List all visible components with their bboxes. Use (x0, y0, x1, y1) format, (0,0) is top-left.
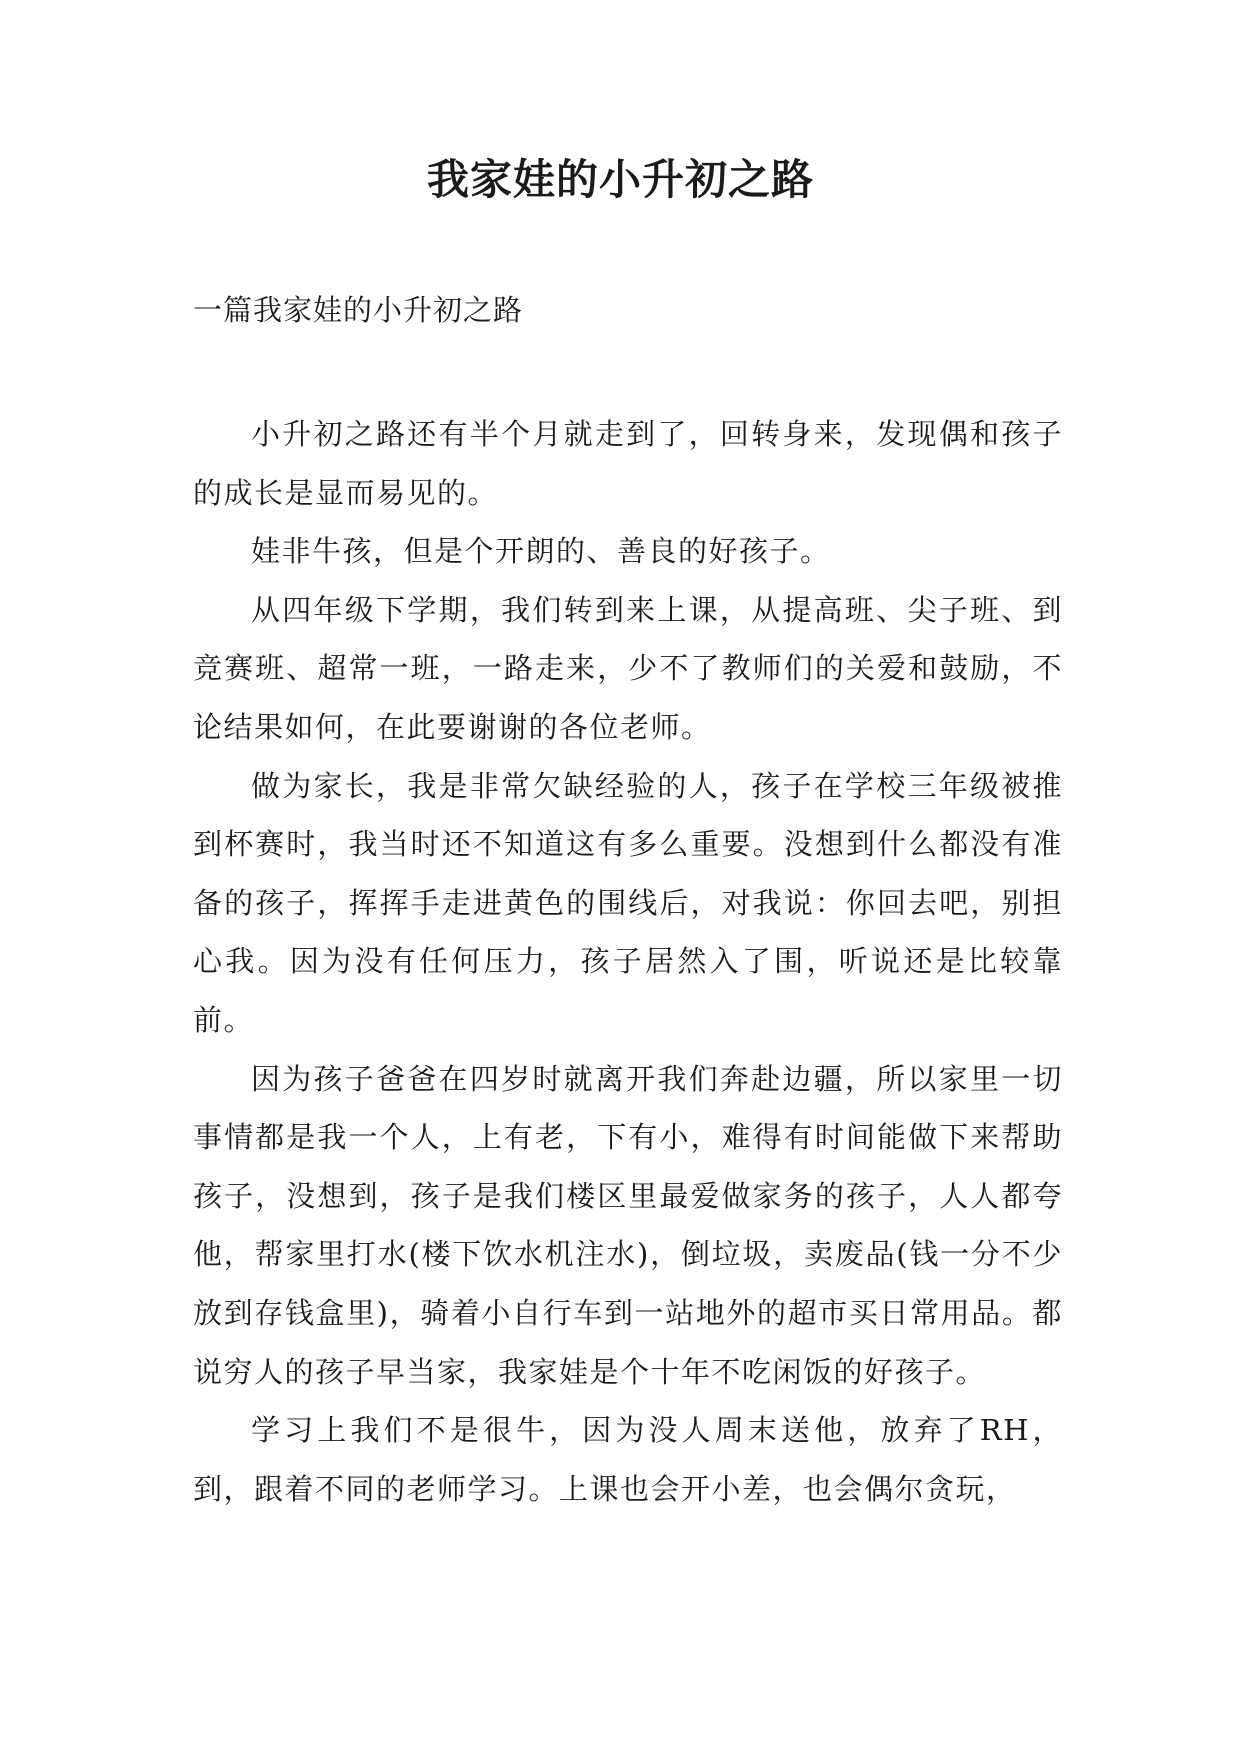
document-subtitle: 一篇我家娃的小升初之路 (193, 293, 524, 327)
paragraph: 从四年级下学期，我们转到来上课，从提高班、尖子班、到竞赛班、超常一班，一路走来，少不了教师们的关爱和鼓励，不论结果如何，在此要谢谢的各位老师。 (193, 592, 1063, 744)
document-title: 我家娃的小升初之路 (426, 155, 814, 204)
paragraph: 做为家长，我是非常欠缺经验的人，孩子在学校三年级被推到杯赛时，我当时还不知道这有多么重要。没想到什么都没有准备的孩子，挥挥手走进黄色的围线后，对我说：你回去吧，别担心我。因为没有任何压力，孩子居然入了围，听说还是比较靠前。 (193, 768, 1063, 1037)
paragraph: 娃非牛孩，但是个开朗的、善良的好孩子。 (251, 534, 831, 569)
paragraph: 小升初之路还有半个月就走到了，回转身来，发现偶和孩子的成长是显而易见的。 (193, 417, 1063, 510)
paragraph: 因为孩子爸爸在四岁时就离开我们奔赴边疆，所以家里一切事情都是我一个人，上有老，下有小，难得有时间能做下来帮助孩子，没想到，孩子是我们楼区里最爱做家务的孩子，人人都夸他，帮家里打水(楼下饮水机注水)，倒垃圾，卖废品(钱一分不少放到存钱盒里)，骑着小自行车到一站地外的超市买日常用品。都说穷人的孩子早当家，我家娃是个十年不吃闲饭的好孩子。 (193, 1061, 1063, 1389)
document-body (193, 405, 1063, 1518)
paragraph: 学习上我们不是很牛，因为没人周末送他，放弃了RH，到，跟着不同的老师学习。上课也会开小差，也会偶尔贪玩， (193, 1413, 1063, 1506)
